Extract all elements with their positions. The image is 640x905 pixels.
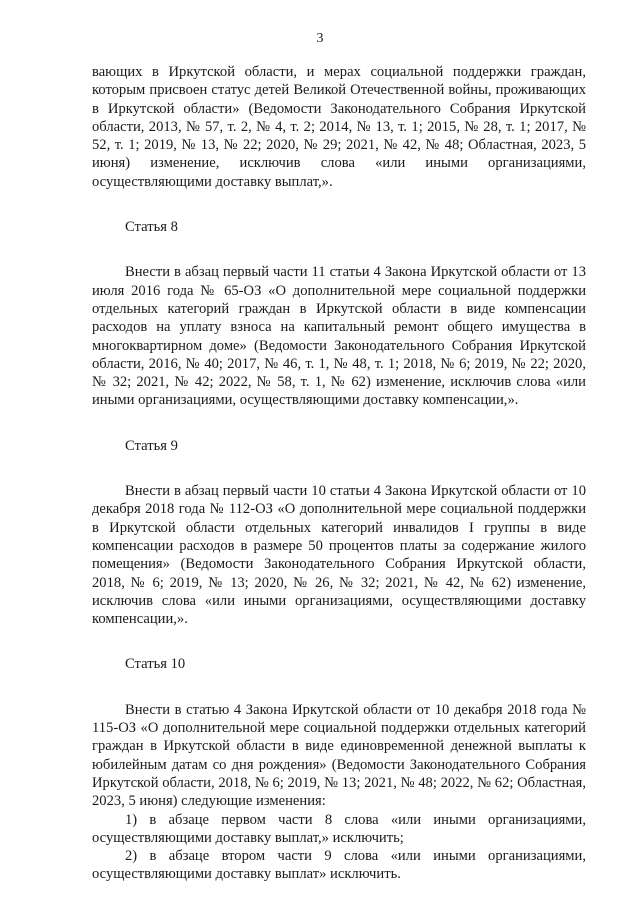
article-10-item-2: 2) в абзаце втором части 9 слова «или иными организациями, осуществляющими доставку выплат» исключить. xyxy=(92,848,586,883)
document-body xyxy=(92,63,586,884)
article-8-paragraph: Внести в абзац первый части 11 статьи 4 Закона Иркутской области от 13 июля 2016 года № 65-ОЗ «О дополнительной мере социальной поддержки отдельных категорий граждан в Иркутской области в виде компенсации расходов на уплату взноса на капитальный ремонт общего имущества в многоквартирном доме» (Ведомости Законодательного Собрания Иркутской области, 2016, № 40; 2017, № 46, т. 1, № 48, т. 1; 2018, № 6; 2019, № 22; 2020, № 32; 2021, № 42; 2022, № 58, т. 1, № 62) изменение, исключив слова «или иными организациями, осуществляющими доставку компенсации,». xyxy=(92,264,586,409)
page-number: 3 xyxy=(316,31,324,46)
intro-paragraph: вающих в Иркутской области, и мерах социальной поддержки граждан, которым присвоен статус детей Великой Отечественной войны, проживающих в Иркутской области» (Ведомости Законодательного Собрания Иркутской области, 2013, № 57, т. 2, № 4, т. 2; 2014, № 13, т. 1; 2015, № 28, т. 1; 2017, № 52, т. 1; 2019, № 13, № 22; 2020, № 29; 2021, № 42, № 48; Областная, 2023, 5 июня) изменение, исключив слова «или иными организациями, осуществляющими доставку выплат,». xyxy=(92,64,586,190)
article-10-item-1: 1) в абзаце первом части 8 слова «или иными организациями, осуществляющими доставку выплат,» исключить; xyxy=(92,811,586,846)
article-8-heading: Статья 8 xyxy=(125,219,178,236)
article-9-heading: Статья 9 xyxy=(125,437,178,454)
article-10-paragraph: Внести в статью 4 Закона Иркутской области от 10 декабря 2018 года № 115-ОЗ «О дополнительной мере социальной поддержки отдельных категорий граждан в Иркутской области в виде единовременной денежной выплаты к юбилейным датам со дня рождения» (Ведомости Законодательного Собрания Иркутской области, 2018, № 6; 2019, № 13; 2021, № 48; 2022, № 62; Областная, 2023, 5 июня) следующие изменения: xyxy=(92,701,586,810)
article-9-paragraph: Внести в абзац первый части 10 статьи 4 Закона Иркутской области от 10 декабря 2018 года № 112-ОЗ «О дополнительной мере социальной поддержки в Иркутской области отдельных категорий инвалидов I группы в виде компенсации расходов в размере 50 процентов платы за содержание жилого помещения» (Ведомости Законодательного Собрания Иркутской области, 2018, № 6; 2019, № 13; 2020, № 26, № 32; 2021, № 42, № 62) изменение, исключив слова «или иными организациями, осуществляющими доставку компенсации,». xyxy=(92,483,586,628)
article-10-heading: Статья 10 xyxy=(125,656,186,673)
